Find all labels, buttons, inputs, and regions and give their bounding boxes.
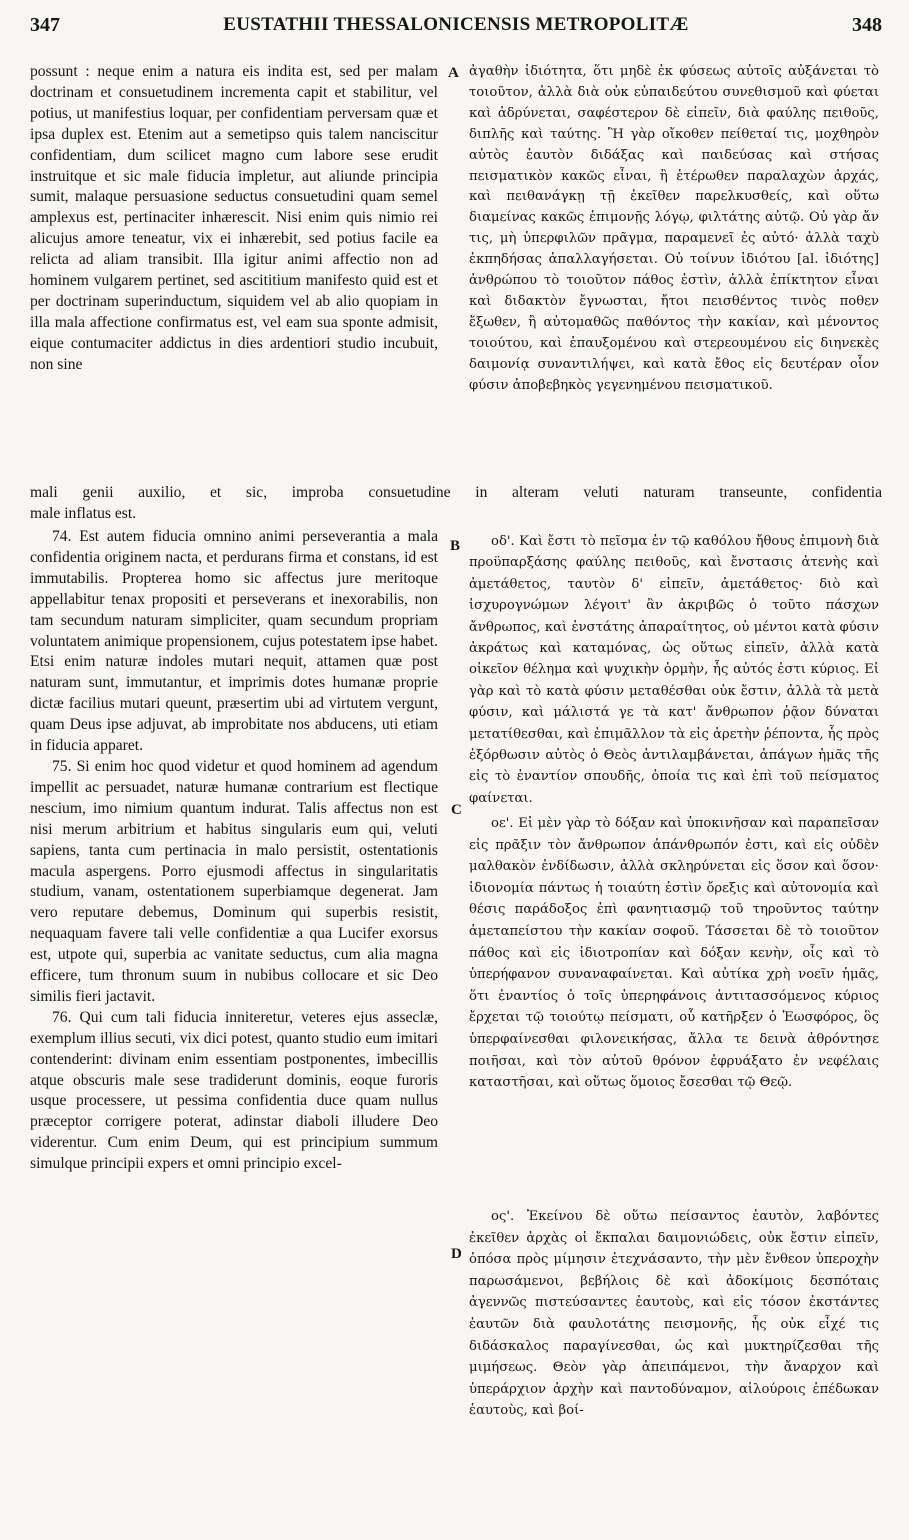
latin-block-end <box>30 504 438 526</box>
greek-paragraph-76: ος'. Ἐκείνου δὲ οὕτω πείσαντος ἑαυτὸν, λαβόντες ἐκεῖθεν ἀρχὰς οἱ ἔκπαλαι δαιμονιώδεις, οὐκ ἔστιν εἰπεῖν, ὁπόσα πρὸς μίμησιν ἐτεχνάσαντο, τὴν μὲν ἔνθεον ὑπεροχὴν παρωσάμενοι, βεβήλοις δὲ καὶ ἀδοκίμοις δεσπόταις ἀγεννῶς πιστεύσαντες ἑαυτοὺς, καὶ εἰς τόσον ἐκστάντες ἑαυτῶν διὰ φαυλοτάτης πεισμονῆς, ἧς οὐκ εἶχέ τις διδάσκαλος παραγίνεσθαι, ὡς καὶ μυκτηρίζεσθαι τῆς μιμήσεως. Θεὸν γὰρ ἀπειπάμενοι, τὴν ἄναρχον καὶ ὑπεράρχιον ἀρχὴν καὶ παντοδύναμον, αἰλούροις ἐπέδωκαν ἑαυτοὺς, καὶ βοί- <box>469 1209 879 1419</box>
running-head <box>30 12 882 38</box>
greek-paragraph-continuation: ἀγαθὴν ἰδιότητα, ὅτι μηδὲ ἐκ φύσεως αὐτοῖς αὐξάνεται τὸ τοιοῦτον, ἀλλὰ διὰ οὐκ εὐπαιδεύτου συνεθισμοῦ καὶ φύεται καὶ ἀδρύνεται, σαφέστερον δὲ εἰπεῖν, διὰ φαύλης πειθοῦς, διπλῆς καὶ ταύτης. Ἢ γὰρ οἴκοθεν πείθεταί τις, μοχθηρὸν αὐτὸς ἑαυτὸν διδάξας καὶ παιδεύσας καὶ στήσας πεισματικὸν κακῶς εἶναι, ἢ ἑτέρωθεν παραλαχὼν ἀρχάς, καὶ πειθανάγκῃ τῇ ἐκεῖθεν παρελκυσθείς, καὶ οὕτω διαμείνας κακῶς ἐπιμονῇς λόγῳ, φιλτάτης αὐτῷ. Οὐ γὰρ ἄν τις, μὴ ὑπερφιλῶν πρᾶγμα, παραμενεῖ ἐς αὐτό· ἀλλὰ ταχὺ ἐκπηδήσας ἀπαλλαγήσεται. Οὐ τοίνυν ἰδιότου [al. ἰδιότης] ἀνθρώπου τὸ τοιοῦτον πάθος ἐστὶν, ἀλλὰ ἐπίκτητον εἶναι καὶ διδακτὸν ἔγνωσται, ἤτοι πεισθέντος τινὸς ποθεν ἔξωθεν, ἢ αὐτομαθῶς παθόντος τὴν κακίαν, καὶ μένοντος τοιούτου, καὶ ἐπαυξομένου καὶ στερεουμένου εἰς διηνεκὲς δαιμονίᾳ συναντιλήψει, καὶ κατὰ ἔθος εἰς δευτέραν οἷον φύσιν ἀποβεβηκὸς γεγενημένου πεισματικοῦ. <box>469 64 879 393</box>
running-title: EUSTATHII THESSALONICENSIS METROPOLITÆ <box>223 14 689 35</box>
section-marker-b: B <box>450 538 461 554</box>
greek-section-74 <box>469 531 879 811</box>
latin-block-end-text: male inflatus est. <box>30 505 137 522</box>
latin-paragraph-continuation: possunt : neque enim a natura eis indita est, sed per malam doctrinam et consuetudinem incrementa capit et stabilitur, vel potius, ut manifestius loquar, per confidentiam perversam quæ et ipsa duplex est. Etenim aut a semetipso quis talem nanciscitur confidentiam, dum scilicet magno cum labore sese erudit instruitque et sic male fiducia impletur, aut aliunde principia sumit, malaque persuasione seductus consuetudini quam semel amplexus est, pertinaciter inhærescit. Nisi enim quis nimio rei alicujus amore teneatur, vix ei inhærebit, sed potius facile ea relicta ad aliam transibit. Illa igitur animi affectio non ad hominem vulgarem pertinet, sed ascititium manifesto quid est et per doctrinam superinductum, siquidem vel ab alio quopiam in illa mala affectione confirmatus est, vel eam sua sponte admisit, eique contumaciter addictus in dies ardentiori studio incubuit, non sine <box>30 63 438 373</box>
page-number-right: 348 <box>852 14 882 36</box>
greek-column-top <box>469 62 879 482</box>
latin-column-bottom <box>30 527 438 1527</box>
section-marker-d: D <box>451 1246 462 1262</box>
section-marker-c: C <box>451 802 462 818</box>
latin-column-top <box>30 62 438 482</box>
latin-paragraph-74: 74. Est autem fiducia omnino animi perseverantia a mala confidentia originem nacta, et perdurans firma et constans, id est immutabilis. Propterea homo sic affectus jure meritoque appellabitur tenax propositi et perseverans et inexorabilis, non tam secundum naturam simpliciter, quam secundum propriam voluntatem animique propensionem, cujus potestatem ipse habet. Etsi enim naturæ indoles mutari nequit, attamen quæ post naturam sunt, immutantur, et imprimis dotes humanæ proprie dictæ facilius mutari queunt, præsertim ubi ad virtutem vergunt, quam Deus ipse adjuvat, ab improbitate nos abducens, uti etiam in fiducia apparet. <box>30 528 438 755</box>
latin-full-width-text: mali genii auxilio, et sic, improba consuetudine in alteram veluti naturam transeunte, confidentia <box>30 484 882 501</box>
section-marker-a: A <box>448 65 459 81</box>
greek-section-75 <box>469 813 879 1178</box>
greek-paragraph-74: οδ'. Καὶ ἔστι τὸ πεῖσμα ἐν τῷ καθόλου ἤθους ἐπιμονὴ διὰ προϋπαρξάσης φαύλης πειθοῦς, καὶ ἔνστασις ἀτενὴς καὶ ἀμετάθετος, ταυτὸν δ' εἰπεῖν, ἀμετάθετος· διὸ καὶ ἰσχυρογνώμων λέγοιτ' ἂν ἀκριβῶς ὁ τοῦτο πάσχων ἄνθρωπος, καὶ ἐνστάτης ἀπαραίτητος, οὐ μέντοι κατὰ φύσιν ἀκράτως καὶ καταμόνας, ὡς οὕτως εἰπεῖν, ἀλλὰ κατὰ οἰκεῖον θέλημα καὶ ψυχικὴν ὁρμὴν, ἧς αὐτός ἐστι κύριος. Εἰ γὰρ καὶ τὸ κατὰ φύσιν μεταθέσθαι οὐκ ἔστιν, ἀλλὰ τὰ μετὰ φύσιν, καὶ μάλιστά γε τὰ κατ' ἄνθρωπον ῥᾷον δύναται μετατίθεσθαι, καὶ ἐπιμᾶλλον τὰ εἰς ἀρετὴν ῥέποντα, ἧς πρὸς ἐξόρθωσιν αὐτὸς ὁ Θεὸς ἀντιλαμβάνεται, ἀπάγων ἡμᾶς τῆς εἰς τὸ ἐναντίον σπουδῆς, ὁποία τις καὶ ἐπὶ τοῦ πείσματος φαίνεται. <box>469 534 879 806</box>
latin-paragraph-76: 76. Qui cum tali fiducia inniteretur, veteres ejus asseclæ, exemplum illius secuti, vix dici potest, quanto studio eum imitari contenderint: divinam enim essentiam postponentes, imbecillis atque obscuris male sese tradiderunt dominis, eoque furoris usque processere, ut pessima confidentia duce quam nullus præceptor corrigere poterat, adinstar diaboli illudere Deo viderentur. Cum enim Deum, qui est principium summum simulque principii expers et omni principio excel- <box>30 1008 438 1173</box>
greek-paragraph-75: οε'. Εἰ μὲν γὰρ τὸ δόξαν καὶ ὑποκινῆσαν καὶ παραπεῖσαν εἰς πρᾶξιν τὸν ἄνθρωπον ἀπάνθρωπόν ἐστι, καὶ εἰς οὐδὲν μαλθακὸν ἐνδίδωσιν, ἀλλὰ σκληρύνεται εἰς ὅσον καὶ ὅσον· ἰδιονομία πάντως ἡ τοιαύτη ἐστὶν ὄρεξις καὶ αὐτονομία καὶ θέσις παράδοξος ἐπὶ φανητιασμῷ τοῦ τηροῦντος ταύτην ἀμεταπείστου τὴν κακίαν σοφοῦ. Τάσσεται δὲ τὸ τοιοῦτον πάθος καὶ εἰς ἰδιοτροπίαν καὶ δόξαν κενὴν, οἷς καὶ τὸ ὑπερήφανον συναναφαίνεται. Καὶ αὐτίκα χρὴ νοεῖν ἡμᾶς, ὅτι ἐναντίος ὁ τοῖς ὑπερηφάνοις ἀντιτασσόμενος κύριος ἔρχεται τῷ τοιούτῳ πείσματι, οὗ κατῆρξεν ὁ Ἑωσφόρος, ὃς ὑπερφαίνεσθαι φιλονεικήσας, ἄλλα τε δεινὰ ἀθρόντησε ποιῆσαι, καὶ τὸν αὐτοῦ θρόνον ἐφρυάξατο ἐν νεφέλαις καταστῆσαι, καὶ οὕτως ὅμοιος ἔσεσθαι τῷ Θεῷ. <box>469 816 879 1091</box>
latin-paragraph-75: 75. Si enim hoc quod videtur et quod hominem ad agendum impellit ac persuadet, naturæ humanæ contrarium est flectique nescium, imo nimium quantum indurat. Talis affectus non est nisi merum arbitrium et habitus singularis eum qui, veluti sapiens, tanta cum pertinacia in malo persistit, ostentationis macula aspergens. Porro ejusmodi affectus in singularitatis studium, vanam, ostentationem superbiamque degenerat. Jam vero reputare debemus, Dominum qui superbis resistit, nequaquam favere tali velle confidentiæ a qua Lucifer exorsus est, utpote qui, superbia ac vanitate seductus, cum alia magna efficere, tum thronum suum in nubibus collocare et sic Deo similis fieri jactavit. <box>30 757 438 1005</box>
greek-section-76 <box>469 1206 879 1526</box>
full-width-line <box>30 483 882 504</box>
page-number-left: 347 <box>30 14 60 36</box>
